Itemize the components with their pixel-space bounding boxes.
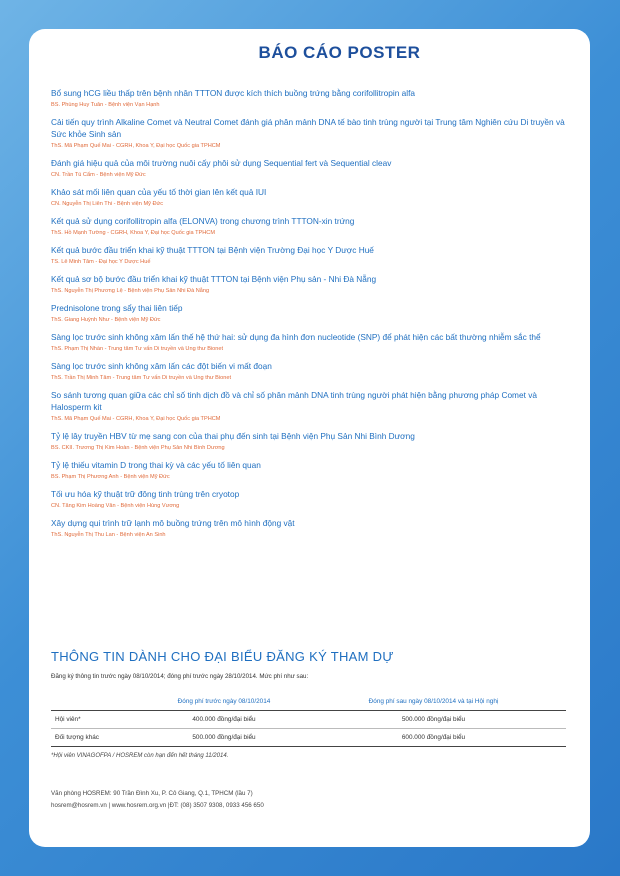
poster-item: [51, 215, 576, 238]
fee-row-label: Hội viên*: [51, 711, 147, 729]
poster-list: [51, 87, 576, 546]
poster-item: [51, 244, 576, 267]
poster-title: Bổ sung hCG liều thấp trên bệnh nhân TTTON được kích thích buồng trứng bằng corifollitropin alfa: [51, 88, 415, 98]
fee-before: 400.000 đồng/đại biểu: [147, 711, 301, 729]
poster-title: Kết quả sơ bộ bước đầu triển khai kỹ thuật TTTON tại Bệnh viện Phụ sản - Nhi Đà Nẵng: [51, 274, 377, 284]
poster-author: CN. Nguyễn Thị Liên Thi - Bệnh viện Mỹ Đức: [51, 201, 164, 207]
fee-before: 500.000 đồng/đại biểu: [147, 729, 301, 747]
poster-author: ThS. Nguyễn Thị Thu Lan - Bệnh viện An Sinh: [51, 532, 166, 538]
fee-header-after: Đóng phí sau ngày 08/10/2014 và tại Hội nghị: [301, 695, 566, 711]
fee-after: 500.000 đồng/đại biểu: [301, 711, 566, 729]
poster-title: Xây dựng qui trình trữ lạnh mô buồng trứng trên mô hình động vật: [51, 518, 295, 528]
poster-author: CN. Tăng Kim Hoàng Vân - Bệnh viện Hùng Vương: [51, 503, 180, 509]
registration-intro: Đăng ký thông tin trước ngày 08/10/2014; đóng phí trước ngày 28/10/2014. Mức phí như sau:: [51, 673, 309, 680]
footer-contact: [51, 788, 264, 812]
fee-header-before: Đóng phí trước ngày 08/10/2014: [147, 695, 301, 711]
poster-item: [51, 331, 576, 354]
poster-item: [51, 116, 576, 151]
poster-author: ThS. Mã Phạm Quế Mai - CGRH, Khoa Y, Đại học Quốc gia TPHCM: [51, 143, 221, 149]
registration-heading: THÔNG TIN DÀNH CHO ĐẠI BIỂU ĐĂNG KÝ THAM DỰ: [51, 649, 394, 664]
poster-author: BS. Phùng Huy Tuân - Bệnh viện Vạn Hạnh: [51, 102, 160, 108]
fee-table: [51, 695, 566, 747]
page-card: [29, 29, 590, 847]
poster-item: [51, 360, 576, 383]
fee-header-empty: [51, 695, 147, 711]
table-row: [51, 711, 566, 729]
poster-title: Tỷ lệ lây truyền HBV từ mẹ sang con của thai phụ đến sinh tại Bệnh viện Phụ Sản Nhi Bình Dương: [51, 431, 415, 441]
poster-title: So sánh tương quan giữa các chỉ số tinh dịch đồ và chỉ số phân mảnh DNA tinh trùng người phát hiện bằng phương pháp Comet và Halosperm kit: [51, 390, 537, 412]
poster-title: Sàng lọc trước sinh không xâm lấn các đột biến vi mất đoạn: [51, 361, 272, 371]
poster-title: Tối ưu hóa kỹ thuật trữ đông tinh trùng trên cryotop: [51, 489, 240, 499]
poster-item: [51, 430, 576, 453]
poster-author: ThS. Mã Phạm Quế Mai - CGRH, Khoa Y, Đại học Quốc gia TPHCM: [51, 416, 221, 422]
poster-item: [51, 186, 576, 209]
page-title: BÁO CÁO POSTER: [258, 43, 421, 62]
poster-title: Đánh giá hiệu quả của môi trường nuôi cấy phôi sử dụng Sequential fert và Sequential cleav: [51, 158, 392, 168]
poster-title: Prednisolone trong sẩy thai liên tiếp: [51, 303, 183, 313]
poster-title: Cải tiến quy trình Alkaline Comet và Neutral Comet đánh giá phân mảnh DNA tế bào tinh trùng người tại Trung tâm Nghiên cứu Di truyền và Sức khỏe Sinh sản: [51, 117, 565, 139]
poster-item: [51, 87, 576, 110]
poster-item: [51, 517, 576, 540]
poster-author: BS. Phạm Thị Phương Anh - Bệnh viện Mỹ Đức: [51, 474, 170, 480]
membership-note: *Hội viên VINAGOFPA / HOSREM còn hạn đến hết tháng 11/2014.: [51, 753, 229, 759]
poster-title: Kết quả bước đầu triển khai kỹ thuật TTTON tại Bệnh viện Trường Đại học Y Dược Huế: [51, 245, 374, 255]
poster-author: ThS. Nguyễn Thị Phương Lệ - Bệnh viện Phụ Sản Nhi Đà Nẵng: [51, 288, 210, 294]
footer-address: Văn phòng HOSREM: 90 Trần Đình Xu, P. Cô Giang, Q.1, TPHCM (lầu 7): [51, 790, 253, 797]
fee-table-header: [51, 695, 566, 711]
poster-author: ThS. Trần Thị Minh Tâm - Trung tâm Tư vấn Di truyền và Ung thư Bionet: [51, 375, 232, 381]
poster-title: Khảo sát mối liên quan của yếu tố thời gian lên kết quả IUI: [51, 187, 267, 197]
table-row: [51, 729, 566, 747]
fee-after: 600.000 đồng/đại biểu: [301, 729, 566, 747]
poster-item: [51, 488, 576, 511]
poster-item: [51, 157, 576, 180]
poster-author: BS. CKII. Trương Thị Kim Hoàn - Bệnh viện Phụ Sản Nhi Bình Dương: [51, 445, 225, 451]
poster-item: [51, 389, 576, 424]
poster-author: ThS. Giang Huỳnh Như - Bệnh viện Mỹ Đức: [51, 317, 161, 323]
poster-author: ThS. Phạm Thị Nhàn - Trung tâm Tư vấn Di truyền và Ung thư Bionet: [51, 346, 224, 352]
poster-title: Sàng lọc trước sinh không xâm lấn thế hệ thứ hai: sử dụng đa hình đơn nucleotide (SNP) để phát hiện các bất thường nhiễm sắc thể: [51, 332, 541, 342]
poster-title: Tỷ lệ thiếu vitamin D trong thai kỳ và các yếu tố liên quan: [51, 460, 261, 470]
poster-title: Kết quả sử dụng corifollitropin alfa (ELONVA) trong chương trình TTTON-xin trứng: [51, 216, 355, 226]
poster-author: TS. Lê Minh Tâm - Đại học Y Dược Huế: [51, 259, 151, 265]
poster-author: ThS. Hồ Mạnh Tường - CGRH, Khoa Y, Đại học Quốc gia TPHCM: [51, 230, 216, 236]
poster-item: [51, 273, 576, 296]
fee-row-label: Đối tượng khác: [51, 729, 147, 747]
poster-item: [51, 302, 576, 325]
poster-item: [51, 459, 576, 482]
poster-author: CN. Trần Tú Cẩm - Bệnh viện Mỹ Đức: [51, 172, 146, 178]
footer-contact-links[interactable]: hosrem@hosrem.vn | www.hosrem.org.vn |ĐT: (08) 3507 9308, 0933 456 650: [51, 802, 264, 809]
